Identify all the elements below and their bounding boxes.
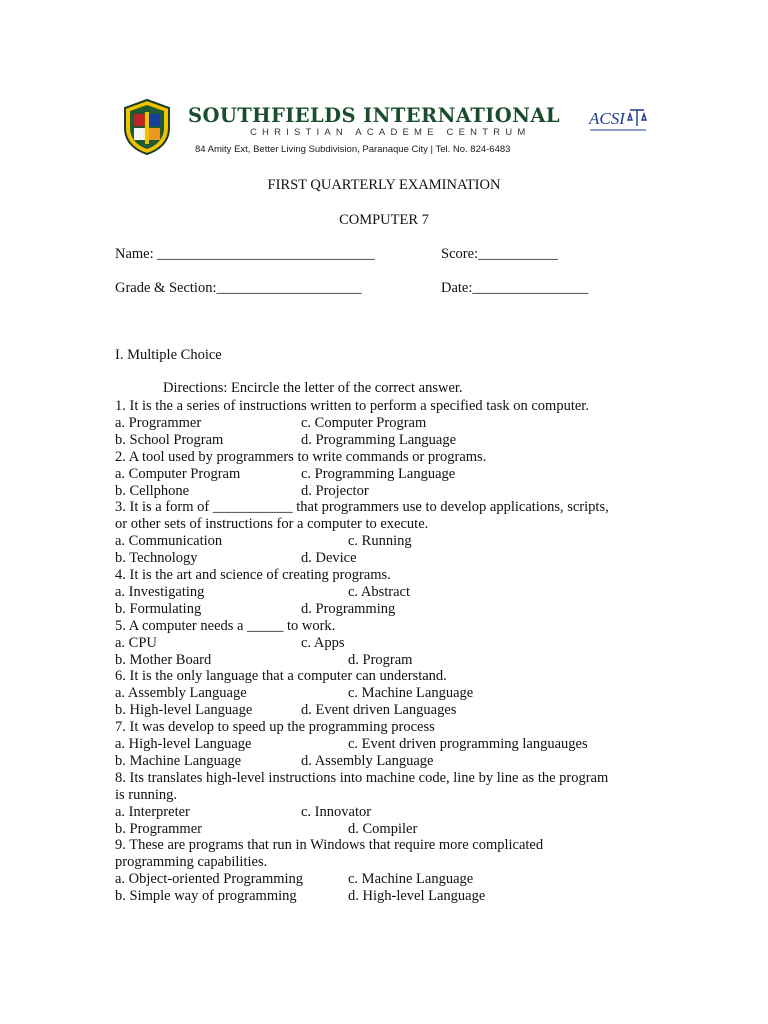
choice-a[interactable]: a. Assembly Language	[115, 685, 247, 702]
date-field[interactable]: Date:________________	[441, 280, 589, 296]
exam-title: FIRST QUARTERLY EXAMINATION	[267, 177, 501, 193]
choice-b[interactable]: b. Programmer	[115, 820, 202, 837]
choice-d[interactable]: d. Programming	[301, 600, 396, 617]
choice-b[interactable]: b. School Program	[115, 431, 224, 448]
question-stem: 6. It is the only language that a computer can understand.	[115, 668, 447, 685]
letterhead	[118, 94, 650, 160]
question-stem: is running.	[115, 786, 178, 803]
choice-a[interactable]: a. Computer Program	[115, 465, 241, 482]
choice-d[interactable]: d. Program	[348, 651, 413, 668]
choice-b[interactable]: b. Mother Board	[115, 651, 212, 668]
choice-b[interactable]: b. Technology	[115, 550, 198, 567]
grade-section-field[interactable]: Grade & Section:____________________	[115, 280, 362, 296]
choice-c[interactable]: c. Event driven programming languauges	[348, 736, 588, 752]
question-stem: 3. It is a form of ___________ that programmers use to develop applications, scripts,	[115, 499, 609, 516]
question-stem: 4. It is the art and science of creating programs.	[115, 567, 391, 583]
choice-d[interactable]: d. Compiler	[348, 820, 418, 837]
choice-a[interactable]: a. Investigating	[115, 583, 205, 600]
choice-c[interactable]: c. Machine Language	[348, 871, 474, 888]
choice-a[interactable]: a. High-level Language	[115, 736, 252, 752]
choice-c[interactable]: c. Computer Program	[301, 414, 427, 431]
choice-c[interactable]: c. Apps	[301, 634, 345, 651]
choice-b[interactable]: b. Simple way of programming	[115, 888, 297, 905]
school-address: 84 Amity Ext, Better Living Subdivision, Paranaque City | Tel. No. 824-6483	[195, 144, 511, 155]
question-stem: 1. It is the a series of instructions written to perform a specified task on computer.	[115, 398, 589, 414]
choice-c[interactable]: c. Abstract	[348, 583, 411, 600]
acsi-logo	[588, 104, 648, 138]
choice-a[interactable]: a. Programmer	[115, 414, 202, 431]
question-stem: 9. These are programs that run in Windows that require more complicated	[115, 837, 544, 854]
section-heading: I. Multiple Choice	[115, 347, 222, 363]
question-stem: 5. A computer needs a _____ to work.	[115, 617, 336, 634]
school-name: SOUTHFIELDS INTERNATIONAL	[188, 104, 561, 127]
question-stem: 7. It was develop to speed up the programming process	[115, 719, 435, 736]
question-stem: or other sets of instructions for a computer to execute.	[115, 516, 429, 533]
choice-b[interactable]: b. High-level Language	[115, 702, 253, 719]
question-stem: 2. A tool used by programmers to write commands or programs.	[115, 448, 487, 465]
exam-subject: COMPUTER 7	[339, 212, 429, 228]
choice-d[interactable]: d. Programming Language	[301, 431, 457, 448]
school-tagline: CHRISTIAN ACADEME CENTRUM	[250, 127, 531, 138]
choice-d[interactable]: d. Event driven Languages	[301, 702, 457, 719]
choice-a[interactable]: a. Interpreter	[115, 803, 190, 820]
question-stem: programming capabilities.	[115, 854, 268, 871]
choice-d[interactable]: d. Assembly Language	[301, 752, 434, 769]
choice-a[interactable]: a. Communication	[115, 533, 223, 550]
name-field[interactable]: Name: ______________________________	[115, 246, 375, 262]
choice-d[interactable]: d. Projector	[301, 482, 369, 499]
choice-c[interactable]: c. Running	[348, 533, 412, 550]
choice-b[interactable]: b. Cellphone	[115, 482, 190, 499]
choice-a[interactable]: a. Object-oriented Programming	[115, 871, 304, 888]
choice-d[interactable]: d. High-level Language	[348, 888, 486, 905]
acsi-logo-text: ACSI	[589, 109, 625, 128]
choice-b[interactable]: b. Machine Language	[115, 752, 242, 769]
choice-c[interactable]: c. Innovator	[301, 803, 372, 820]
choice-d[interactable]: d. Device	[301, 550, 357, 567]
choice-c[interactable]: c. Programming Language	[301, 465, 456, 482]
question-stem: 8. Its translates high-level instructions into machine code, line by line as the program	[115, 769, 609, 786]
school-crest-icon	[121, 98, 173, 156]
choice-c[interactable]: c. Machine Language	[348, 685, 474, 702]
score-field[interactable]: Score:___________	[441, 246, 558, 262]
choice-b[interactable]: b. Formulating	[115, 600, 202, 617]
directions-text: Directions: Encircle the letter of the correct answer.	[163, 380, 463, 396]
choice-a[interactable]: a. CPU	[115, 634, 157, 651]
